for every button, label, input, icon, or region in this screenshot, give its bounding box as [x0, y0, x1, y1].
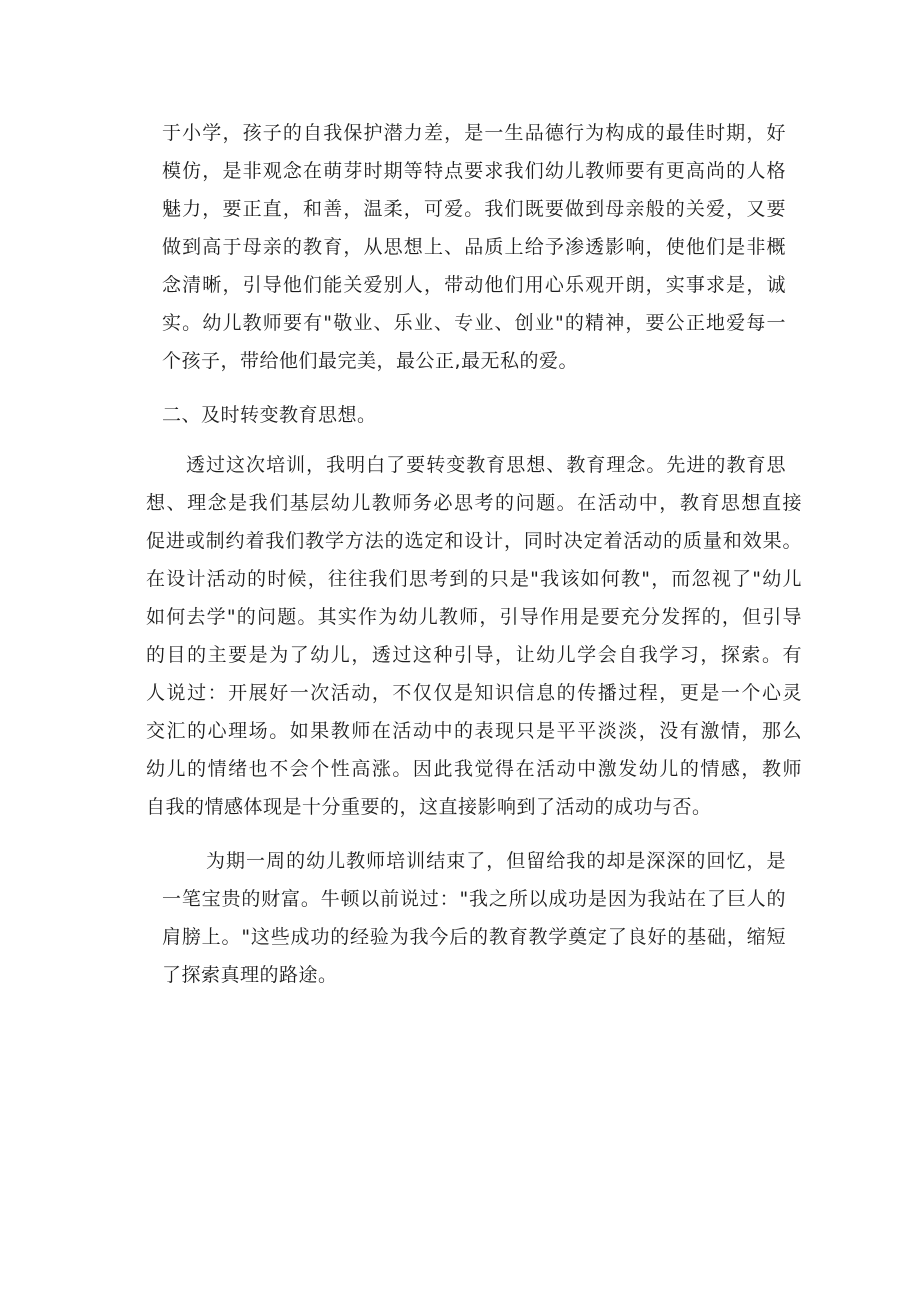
paragraph-3-line-3: 肩膀上。"这些成功的经验为我今后的教育教学奠定了良好的基础，缩短 — [162, 926, 786, 948]
paragraph-2-line-4: 在设计活动的时候，往往我们思考到的只是"我该如何教"，而忽视了"幼儿 — [146, 568, 802, 590]
paragraph-3-line-1: 为期一周的幼儿教师培训结束了，但留给我的却是深深的回忆，是 — [206, 850, 786, 872]
paragraph-1-line-1: 于小学，孩子的自我保护潜力差，是一生品德行为构成的最佳时期，好 — [162, 122, 786, 144]
paragraph-2-line-7: 人说过：开展好一次活动，不仅仅是知识信息的传播过程，更是一个心灵 — [146, 682, 802, 704]
paragraph-3-line-2: 一笔宝贵的财富。牛顿以前说过："我之所以成功是因为我站在了巨人的 — [162, 888, 786, 910]
paragraph-1-line-6: 实。幼儿教师要有"敬业、乐业、专业、创业"的精神，要公正地爱每一 — [162, 312, 786, 334]
paragraph-1-line-2: 模仿，是非观念在萌芽时期等特点要求我们幼儿教师要有更高尚的人格 — [162, 160, 786, 182]
paragraph-3-line-4: 了探索真理的路途。 — [162, 964, 338, 986]
paragraph-2-line-1: 透过这次培训，我明白了要转变教育思想、教育理念。先进的教育思 — [186, 454, 786, 476]
paragraph-2-line-2: 想、理念是我们基层幼儿教师务必思考的问题。在活动中，教育思想直接 — [146, 492, 802, 514]
paragraph-1-line-3: 魅力，要正直，和善，温柔，可爱。我们既要做到母亲般的关爱，又要 — [162, 198, 786, 220]
paragraph-2-line-5: 如何去学"的问题。其实作为幼儿教师，引导作用是要充分发挥的，但引导 — [146, 606, 802, 628]
paragraph-1-line-7: 个孩子，带给他们最完美，最公正,最无私的爱。 — [162, 350, 579, 372]
paragraph-2-line-10: 自我的情感体现是十分重要的，这直接影响到了活动的成功与否。 — [146, 796, 712, 818]
paragraph-2-line-9: 幼儿的情绪也不会个性高涨。因此我觉得在活动中激发幼儿的情感，教师 — [146, 758, 802, 780]
paragraph-1-line-4: 做到高于母亲的教育，从思想上、品质上给予渗透影响，使他们是非概 — [162, 236, 786, 258]
section-heading: 二、及时转变教育思想。 — [162, 404, 377, 426]
paragraph-2-line-8: 交汇的心理场。如果教师在活动中的表现只是平平淡淡，没有激情，那么 — [146, 720, 802, 742]
paragraph-1-line-5: 念清晰，引导他们能关爱别人，带动他们用心乐观开朗，实事求是，诚 — [162, 274, 786, 296]
paragraph-2-line-3: 促进或制约着我们教学方法的选定和设计，同时决定着活动的质量和效果。 — [146, 530, 802, 552]
paragraph-2-line-6: 的目的主要是为了幼儿，透过这种引导，让幼儿学会自我学习，探索。有 — [146, 644, 802, 666]
